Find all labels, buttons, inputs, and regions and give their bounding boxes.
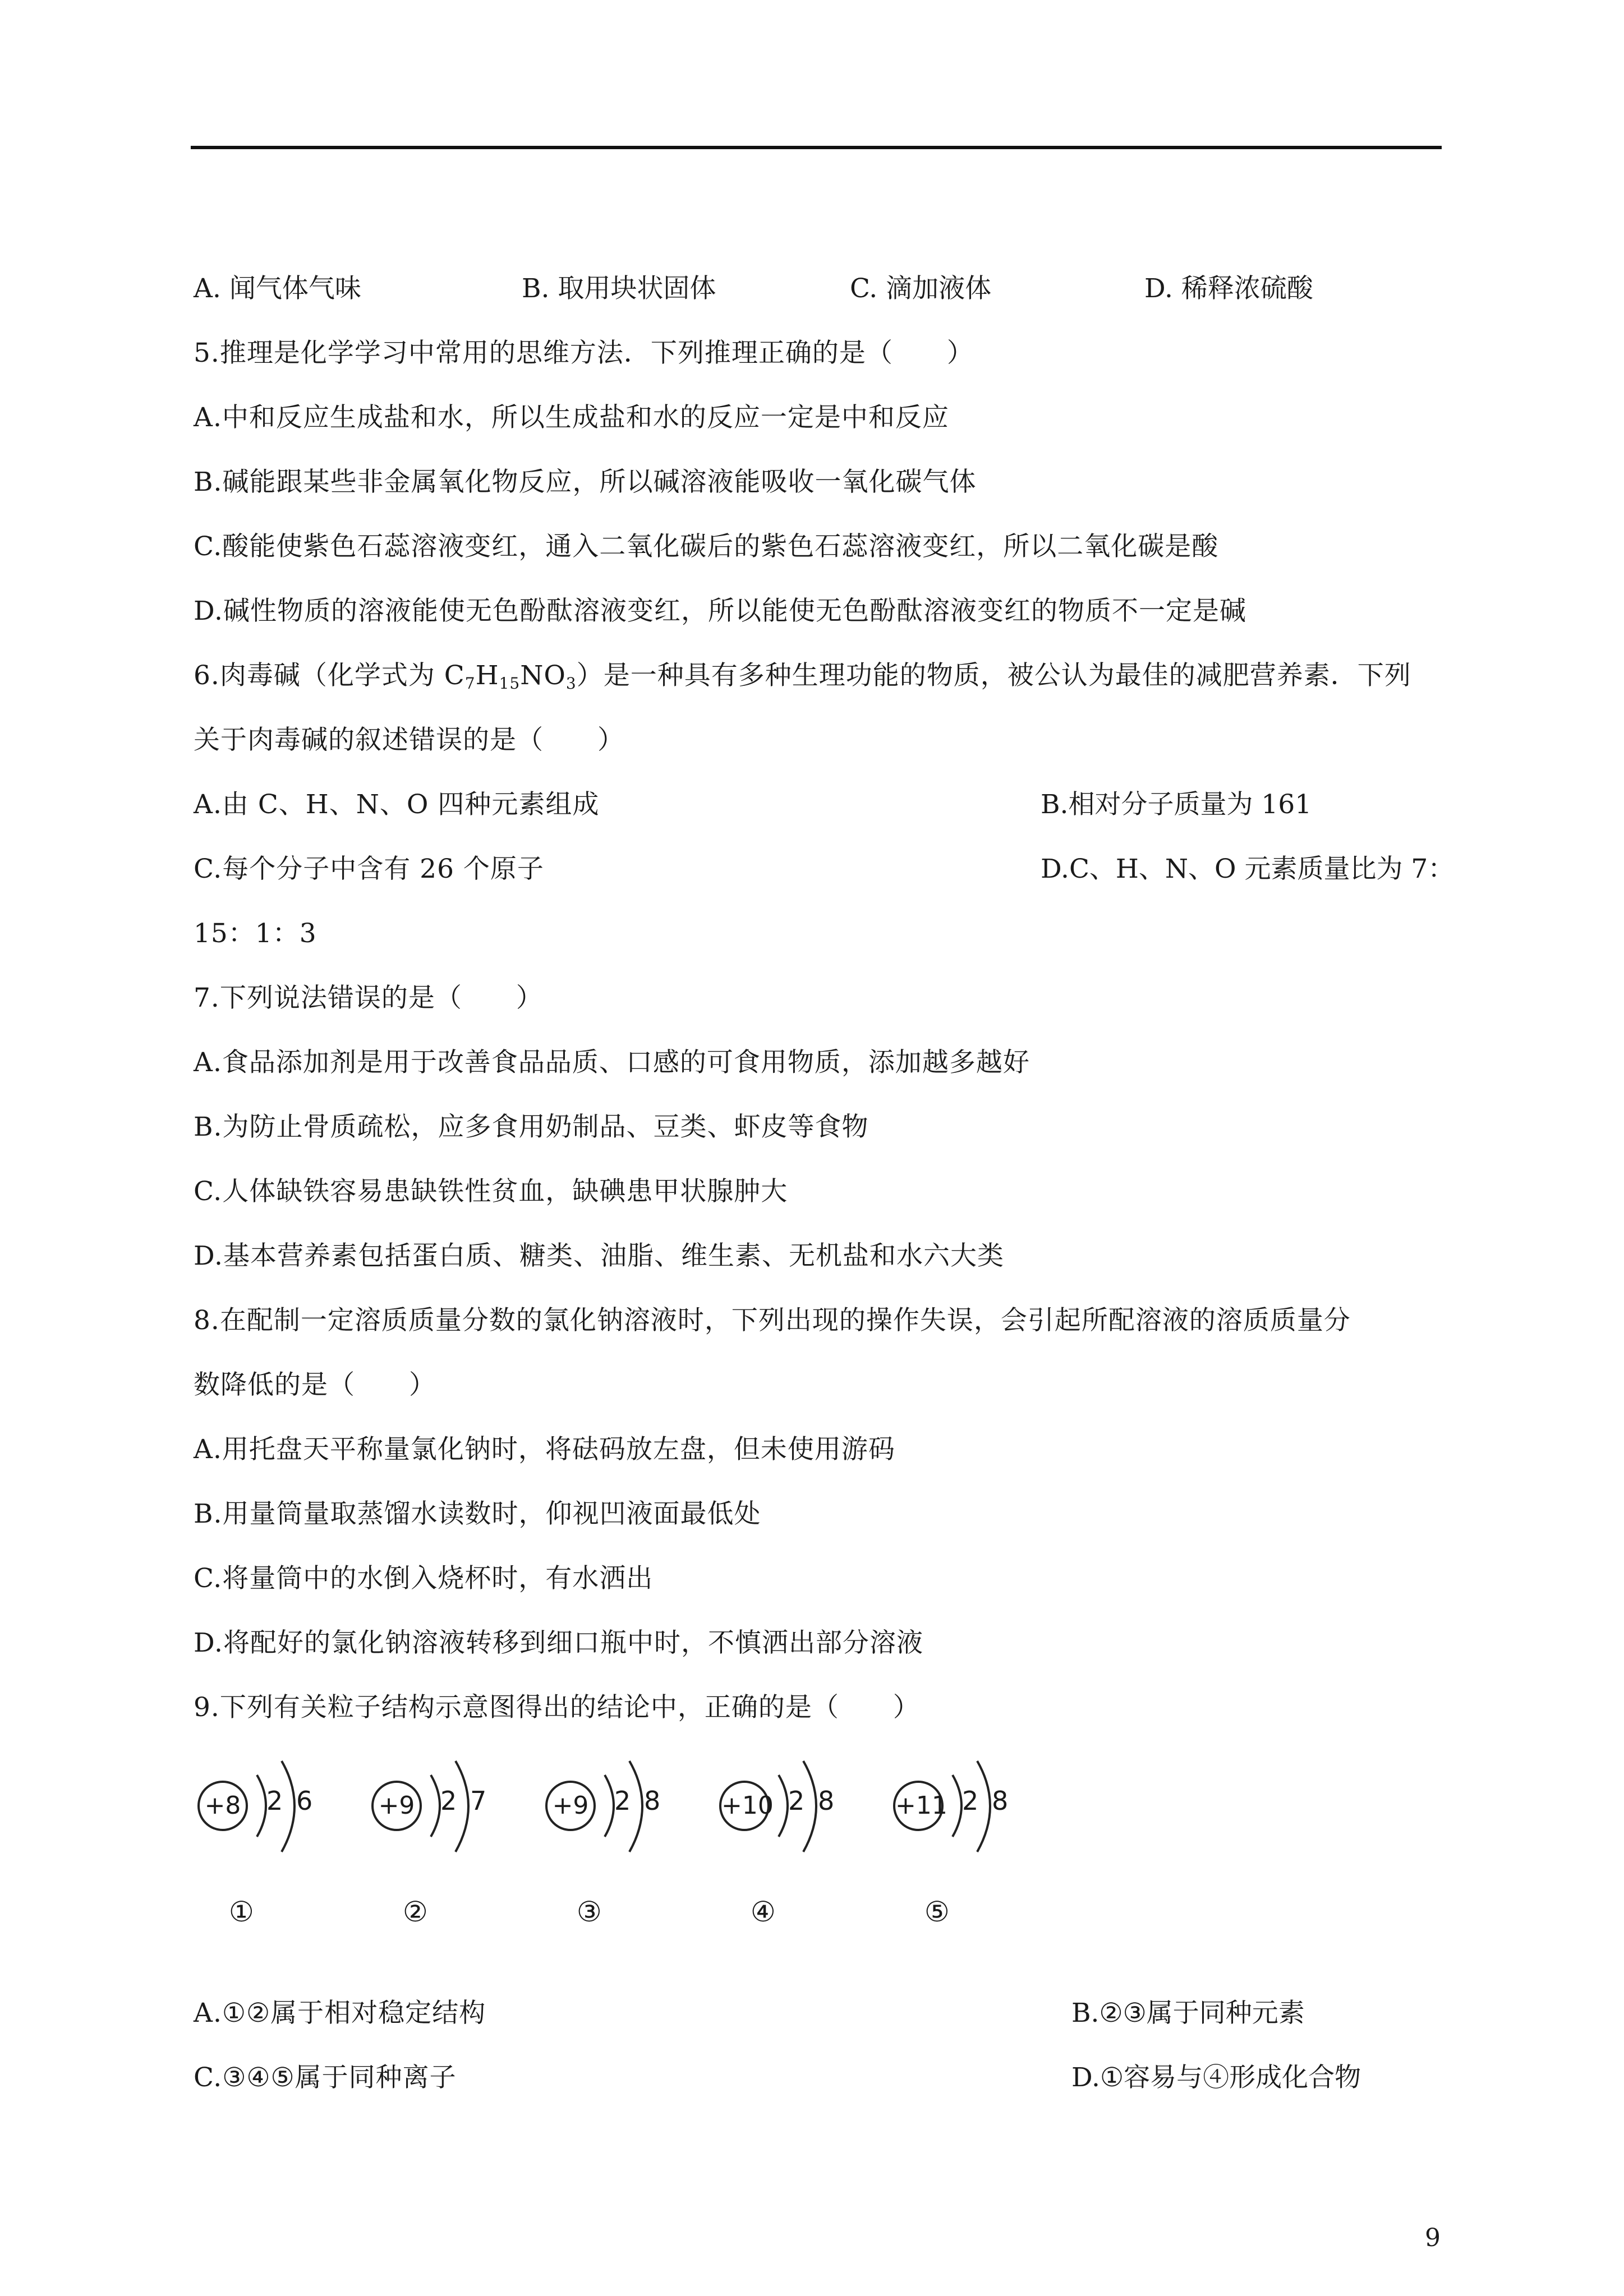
q5-option-c: C.酸能使紫色石蕊溶液变红，通入二氧化碳后的紫色石蕊溶液变红，所以二氧化碳是酸	[194, 531, 1219, 562]
particle-index: ②	[403, 1896, 428, 1928]
particle-diagram-5	[886, 1727, 1032, 1940]
q5-option-a: A.中和反应生成盐和水，所以生成盐和水的反应一定是中和反应	[194, 402, 949, 433]
q6-option-b: B.相对分子质量为 161	[1041, 789, 1312, 820]
q5-option-b: B.碱能跟某些非金属氧化物反应，所以碱溶液能吸收一氧化碳气体	[194, 467, 977, 497]
nucleus: +11	[893, 1781, 944, 1831]
q7-stem: 7.下列说法错误的是（ ）	[194, 983, 543, 1013]
nucleus: +9	[371, 1781, 422, 1831]
q9-option-c: C.③④⑤属于同种离子	[194, 2062, 457, 2093]
nucleus: +8	[197, 1781, 248, 1831]
particle-index: ④	[751, 1896, 776, 1928]
q4-option-a: A. 闻气体气味	[194, 273, 361, 304]
q6-option-d-cont: 15：1：3	[194, 918, 317, 949]
q6-option-c: C.每个分子中含有 26 个原子	[194, 854, 544, 884]
particle-index: ⑤	[924, 1896, 950, 1928]
q4-option-d: D. 稀释浓硫酸	[1144, 273, 1313, 304]
q9-option-a: A.①②属于相对稳定结构	[194, 1998, 486, 2028]
q6-stem-line2: 关于肉毒碱的叙述错误的是（ ）	[194, 725, 624, 755]
particle-diagram-4	[712, 1727, 858, 1940]
q5-stem: 5.推理是化学学习中常用的思维方法．下列推理正确的是（ ）	[194, 338, 974, 368]
q8-stem-line2: 数降低的是（ ）	[194, 1370, 436, 1400]
shell-2-electrons: 8	[992, 1786, 1009, 1816]
q6-option-d: D.C、H、N、O 元素质量比为 7：	[1041, 854, 1455, 884]
particle-diagram-1	[191, 1727, 337, 1940]
shell-1-electrons: 2	[440, 1786, 457, 1816]
q4-option-b: B. 取用块状固体	[522, 273, 716, 304]
page-number: 9	[1425, 2224, 1441, 2252]
q8-option-d: D.将配好的氯化钠溶液转移到细口瓶中时，不慎洒出部分溶液	[194, 1628, 923, 1658]
q8-option-b: B.用量筒量取蒸馏水读数时，仰视凹液面最低处	[194, 1499, 761, 1529]
q9-option-d: D.①容易与④形成化合物	[1071, 2062, 1361, 2093]
q8-option-a: A.用托盘天平称量氯化钠时，将砝码放左盘，但未使用游码	[194, 1434, 895, 1465]
header-rule	[191, 146, 1442, 149]
q9-option-b: B.②③属于同种元素	[1071, 1998, 1305, 2028]
q9-stem: 9.下列有关粒子结构示意图得出的结论中，正确的是（ ）	[194, 1692, 920, 1723]
q4-option-c: C. 滴加液体	[850, 273, 992, 304]
shell-2-electrons: 6	[296, 1786, 313, 1816]
shell-2-electrons: 8	[818, 1786, 835, 1816]
shell-2-electrons: 8	[644, 1786, 661, 1816]
q7-option-a: A.食品添加剂是用于改善食品品质、口感的可食用物质，添加越多越好	[194, 1047, 1030, 1078]
particle-diagram-3	[539, 1727, 684, 1940]
shell-1-electrons: 2	[266, 1786, 283, 1816]
q6-option-a: A.由 C、H、N、O 四种元素组成	[194, 789, 600, 820]
nucleus: +9	[545, 1781, 596, 1831]
chemical-formula: $C_7H_{15}NO_3$	[444, 660, 577, 693]
q6-stem: 6.肉毒碱（化学式为 $C_7H_{15}NO_3$）是一种具有多种生理功能的物质，被公认为最佳的减肥营养素．下列	[194, 660, 1411, 693]
shell-1-electrons: 2	[614, 1786, 631, 1816]
shell-1-electrons: 2	[788, 1786, 805, 1816]
particle-index: ①	[229, 1896, 254, 1928]
particle-structure-diagrams	[191, 1727, 1043, 1940]
nucleus: +10	[719, 1781, 770, 1831]
q8-option-c: C.将量筒中的水倒入烧杯时，有水洒出	[194, 1563, 654, 1594]
particle-diagram-2	[365, 1727, 510, 1940]
shell-1-electrons: 2	[962, 1786, 979, 1816]
q7-option-d: D.基本营养素包括蛋白质、糖类、油脂、维生素、无机盐和水六大类	[194, 1241, 1004, 1271]
q7-option-b: B.为防止骨质疏松，应多食用奶制品、豆类、虾皮等食物	[194, 1112, 869, 1142]
q5-option-d: D.碱性物质的溶液能使无色酚酞溶液变红，所以能使无色酚酞溶液变红的物质不一定是碱	[194, 596, 1246, 626]
shell-2-electrons: 7	[470, 1786, 487, 1816]
particle-index: ③	[577, 1896, 602, 1928]
q7-option-c: C.人体缺铁容易患缺铁性贫血，缺碘患甲状腺肿大	[194, 1176, 788, 1207]
q8-stem: 8.在配制一定溶质质量分数的氯化钠溶液时，下列出现的操作失误，会引起所配溶液的溶质质量分	[194, 1305, 1351, 1336]
